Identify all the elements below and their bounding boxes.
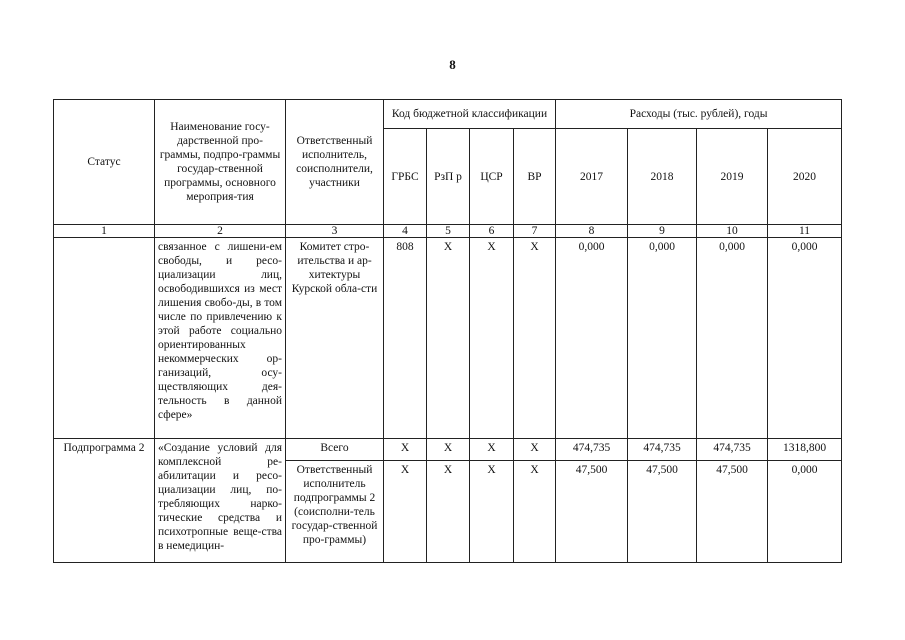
row-value-2020: 1318,800 <box>768 439 842 461</box>
row-value-2019: 474,735 <box>697 439 768 461</box>
row-status: Подпрограмма 2 <box>54 439 155 563</box>
row-vr: X <box>514 439 556 461</box>
header-year-2020: 2020 <box>768 129 842 225</box>
row-name: «Создание условий для комплексной ре-абилитации и ресо-циализации лиц, по-требляющих нарко-тические средства и психотропные веще-ства в немедицин- <box>155 439 286 563</box>
table-row <box>54 439 842 461</box>
column-number: 11 <box>768 225 842 238</box>
row-rzpr: X <box>427 461 470 563</box>
header-csr: ЦСР <box>470 129 514 225</box>
table-row <box>54 238 842 439</box>
column-number: 2 <box>155 225 286 238</box>
column-number: 4 <box>384 225 427 238</box>
row-grbs: X <box>384 439 427 461</box>
row-value-2017: 47,500 <box>556 461 628 563</box>
header-grbs: ГРБС <box>384 129 427 225</box>
header-vr: ВР <box>514 129 556 225</box>
column-number: 7 <box>514 225 556 238</box>
row-value-2019: 0,000 <box>697 238 768 439</box>
column-number: 8 <box>556 225 628 238</box>
row-value-2017: 474,735 <box>556 439 628 461</box>
row-value-2020: 0,000 <box>768 461 842 563</box>
row-rzpr: X <box>427 238 470 439</box>
row-rzpr: X <box>427 439 470 461</box>
row-csr: X <box>470 238 514 439</box>
row-csr: X <box>470 461 514 563</box>
row-value-2019: 47,500 <box>697 461 768 563</box>
header-name: Наименование госу-дарственной про-граммы, подпро-граммы государ-ственной программы, основного мероприя-тия <box>155 100 286 225</box>
row-vr: X <box>514 238 556 439</box>
column-number: 3 <box>286 225 384 238</box>
column-number: 1 <box>54 225 155 238</box>
column-number: 9 <box>628 225 697 238</box>
row-value-2018: 47,500 <box>628 461 697 563</box>
column-number: 5 <box>427 225 470 238</box>
row-value-2017: 0,000 <box>556 238 628 439</box>
column-number: 10 <box>697 225 768 238</box>
header-budget-code: Код бюджетной классификации <box>384 100 556 129</box>
header-executor: Ответственный исполнитель, соисполнители, участники <box>286 100 384 225</box>
header-rzpr: РзП р <box>427 129 470 225</box>
row-grbs: X <box>384 461 427 563</box>
header-year-2018: 2018 <box>628 129 697 225</box>
row-grbs: 808 <box>384 238 427 439</box>
row-value-2020: 0,000 <box>768 238 842 439</box>
header-year-2017: 2017 <box>556 129 628 225</box>
row-vr: X <box>514 461 556 563</box>
row-value-2018: 474,735 <box>628 439 697 461</box>
column-number: 6 <box>470 225 514 238</box>
row-executor: Ответственный исполнитель подпрограммы 2 (соисполни-тель государ-ственной про-граммы) <box>286 461 384 563</box>
header-expenses: Расходы (тыс. рублей), годы <box>556 100 842 129</box>
page-number: 8 <box>449 57 456 72</box>
row-executor: Комитет стро-ительства и ар-хитектуры Курской обла-сти <box>286 238 384 439</box>
row-status <box>54 238 155 439</box>
header-year-2019: 2019 <box>697 129 768 225</box>
row-csr: X <box>470 439 514 461</box>
header-status: Статус <box>54 100 155 225</box>
row-executor: Всего <box>286 439 384 461</box>
budget-table <box>53 99 842 563</box>
row-value-2018: 0,000 <box>628 238 697 439</box>
row-name: связанное с лишени-ем свободы, и ресо-циализации лиц, освободившихся из мест лишения свобо-ды, в том числе по привлечению к этой работе социально ориентированных некоммерческих ор-ганизаций, осу-ществляющих дея-тельность в данной сфере» <box>155 238 286 439</box>
